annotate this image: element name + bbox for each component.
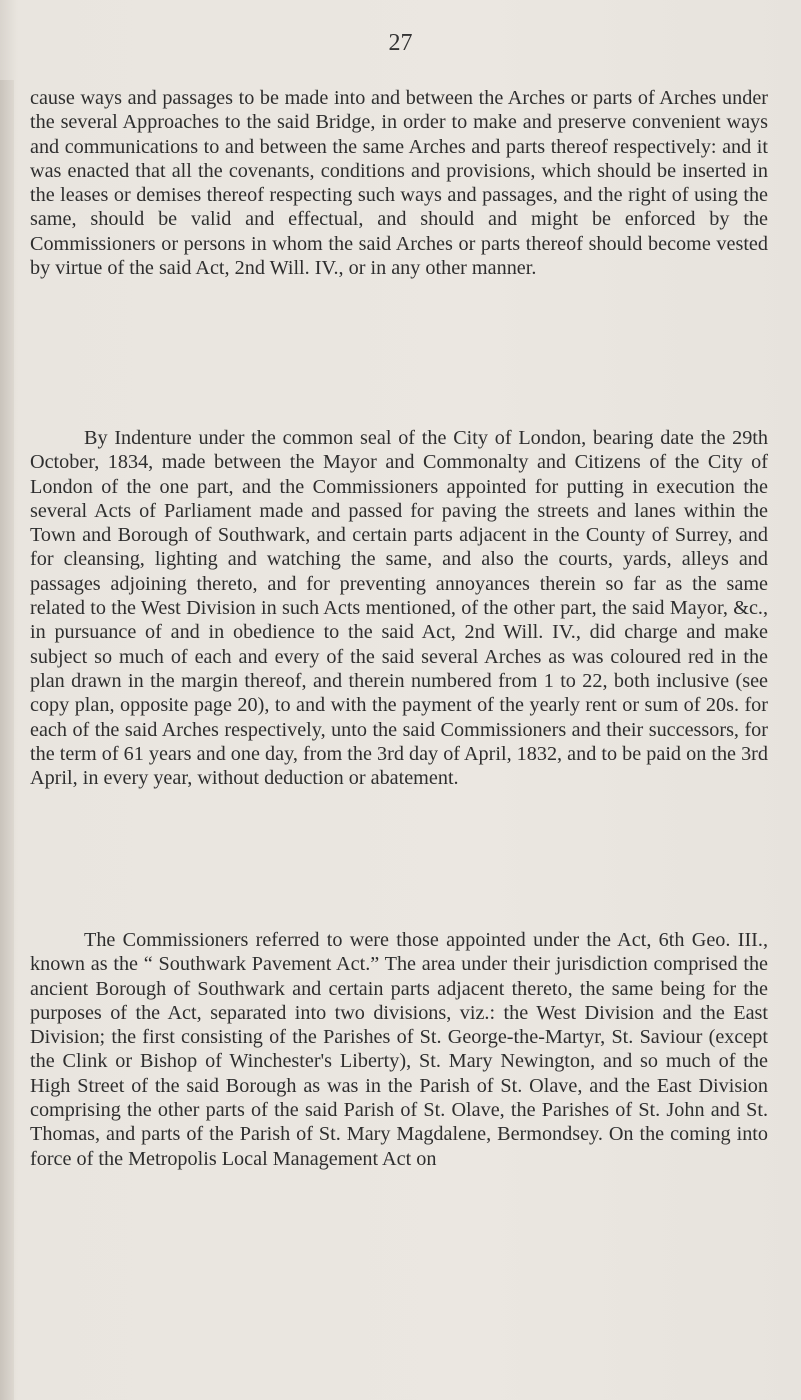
paragraph-1: cause ways and passages to be made into and between the Arches or parts of Arches under the several Approaches to the said Bridge, in order to make and preserve convenient ways and communications to and between the same Arches and parts thereof respectively: and it was enacted that all the covenants, conditions and provisions, which should be inserted in the leases or demises thereof respecting such ways and passages, and the right of using the same, should be valid and effectual, and should and might be enforced by the Commissioners or persons in whom the said Arches or parts thereof should become vested by virtue of the said Act, 2nd Will. IV., or in any other manner. <box>30 87 768 280</box>
paragraph-3: The Commissioners referred to were those appointed under the Act, 6th Geo. III., known as the “ Southwark Pavement Act.” The area under their jurisdiction comprised the ancient Borough of Southwark and certain parts adjacent thereto, the same being for the purposes of the Act, separated into two divisions, viz.: the West Division and the East Division; the first consisting of the Parishes of St. George-the-Martyr, St. Saviour (except the Clink or Bishop of Winchester's Liberty), St. Mary Newington, and so much of the High Street of the said Borough as was in the Parish of St. Olave, and the East Division comprising the other parts of the said Parish of St. Olave, the Parishes of St. John and St. Thomas, and parts of the Parish of St. Mary Magdalene, Bermondsey. On the coming into force of the Metropolis Local Management Act on <box>30 929 768 1170</box>
binding-edge <box>0 80 14 1400</box>
paragraph-2: By Indenture under the common seal of the City of London, bearing date the 29th October, 1834, made between the Mayor and Commonalty and Citizens of the City of London of the one part, and the Commissioners appointed for putting in execution the several Acts of Parliament made and passed for paving the streets and lanes within the Town and Borough of Southwark, and certain parts adjacent in the County of Surrey, and for cleansing, lighting and watching the same, and also the courts, yards, alleys and passages adjoining thereto, and for preventing annoyances therein so far as the same related to the West Division in such Acts mentioned, of the other part, the said Mayor, &c., in pursuance of and in obedience to the said Act, 2nd Will. IV., did charge and make subject so much of each and every of the said several Arches as was coloured red in the plan drawn in the margin thereof, and therein numbered from 1 to 22, both inclusive (see copy plan, opposite page 20), to and with the payment of the yearly rent or sum of 20s. for each of the said Arches respectively, unto the said Commissioners and their successors, for the term of 61 years and one day, from the 3rd day of April, 1832, and to be paid on the 3rd April, in every year, without deduction or abatement. <box>30 427 768 790</box>
page-number: 27 <box>388 30 413 56</box>
